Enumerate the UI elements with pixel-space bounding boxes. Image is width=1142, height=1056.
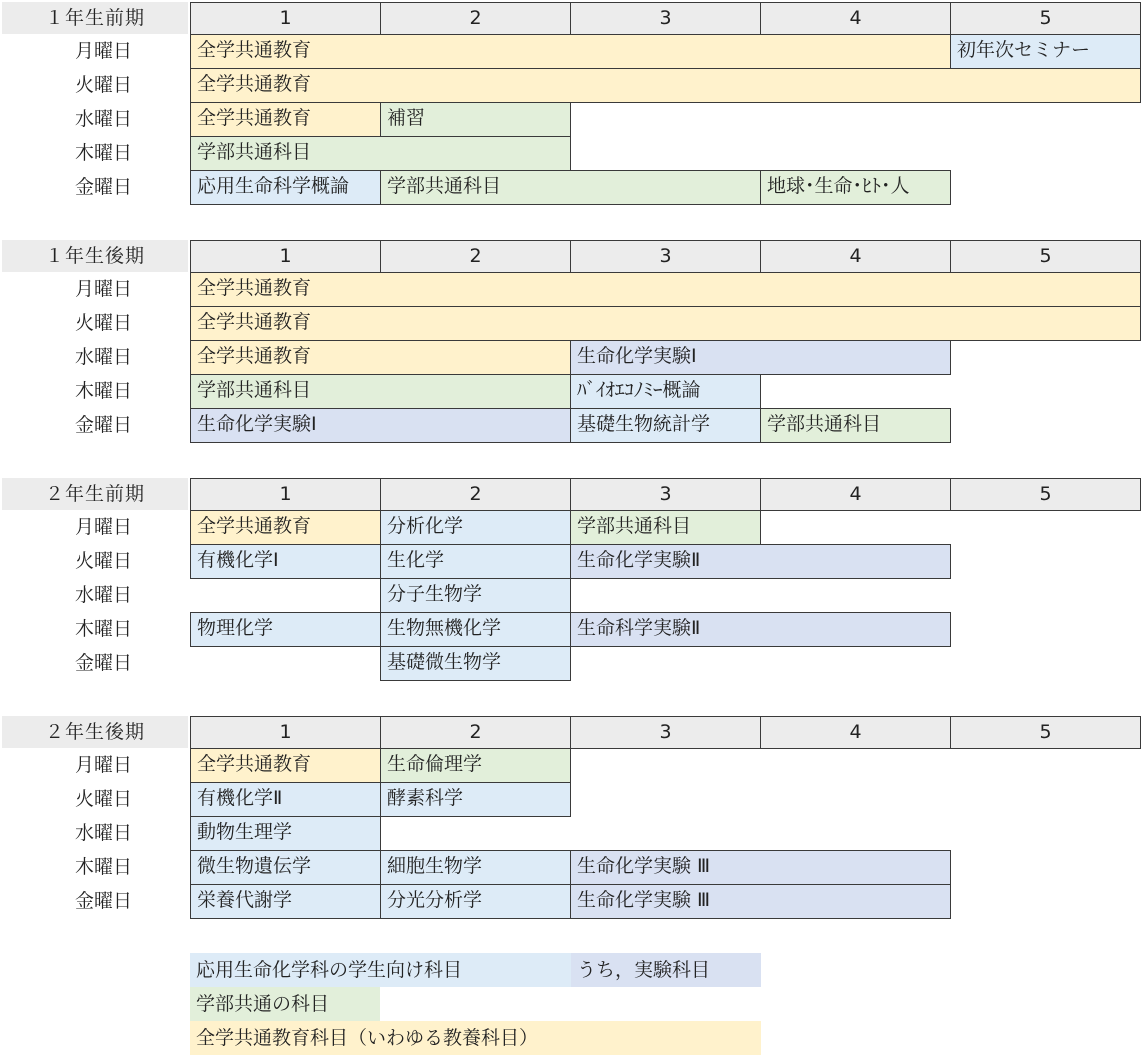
course-cell: 酵素科学: [380, 782, 571, 817]
period-header-cell: 4: [760, 2, 951, 35]
weekday-label: 水曜日: [74, 584, 132, 606]
course-cell: 全学共通教育: [190, 272, 1141, 307]
weekday-label: 水曜日: [74, 346, 132, 368]
weekday-label: 金曜日: [74, 652, 132, 674]
weekday-label: 金曜日: [74, 414, 132, 436]
term-label: ２年生前期: [2, 478, 188, 510]
course-cell: 全学共通教育: [190, 340, 571, 375]
period-header-cell: 5: [950, 2, 1141, 35]
course-cell: 分析化学: [380, 510, 571, 545]
course-cell: 生物無機化学: [380, 612, 571, 647]
course-cell: 学部共通科目: [190, 136, 571, 171]
weekday-label: 金曜日: [74, 176, 132, 198]
course-cell: 全学共通教育: [190, 34, 951, 69]
course-cell: 補習: [380, 102, 571, 137]
period-header-cell: 5: [950, 716, 1141, 749]
period-header-cell: 5: [950, 240, 1141, 273]
course-cell: 全学共通教育: [190, 748, 381, 783]
weekday-label: 木曜日: [74, 618, 132, 640]
weekday-label: 月曜日: [74, 754, 132, 776]
course-cell: 栄養代謝学: [190, 884, 381, 919]
period-header-cell: 1: [190, 716, 381, 749]
legend-faculty-common-subjects: 学部共通の科目: [190, 987, 380, 1021]
course-cell: 基礎生物統計学: [570, 408, 761, 443]
course-cell: 全学共通教育: [190, 306, 1141, 341]
period-header-cell: 3: [570, 240, 761, 273]
term-label: １年生後期: [2, 240, 188, 272]
legend-department-subjects: 応用生命化学科の学生向け科目: [190, 953, 571, 987]
course-cell: 生命化学実験Ⅰ: [570, 340, 951, 375]
period-header-cell: 1: [190, 2, 381, 35]
course-cell: 学部共通科目: [760, 408, 951, 443]
course-cell: 生命化学実験 Ⅲ: [570, 850, 951, 885]
period-header-cell: 2: [380, 240, 571, 273]
course-cell: 有機化学Ⅱ: [190, 782, 381, 817]
course-cell: 有機化学Ⅰ: [190, 544, 381, 579]
course-cell: 学部共通科目: [190, 374, 571, 409]
legend-experiment-subjects: うち，実験科目: [571, 953, 761, 987]
period-header-cell: 3: [570, 478, 761, 511]
term-label: ２年生後期: [2, 716, 188, 748]
course-cell: 地球･生命･ﾋﾄ･人: [760, 170, 951, 205]
course-cell: 学部共通科目: [380, 170, 761, 205]
course-cell: 生命科学実験Ⅱ: [570, 612, 951, 647]
weekday-label: 金曜日: [74, 890, 132, 912]
period-header-cell: 1: [190, 240, 381, 273]
period-header-cell: 4: [760, 716, 951, 749]
course-cell: 生化学: [380, 544, 571, 579]
course-cell: 分子生物学: [380, 578, 571, 613]
course-cell: 生命化学実験Ⅰ: [190, 408, 571, 443]
course-cell: 全学共通教育: [190, 102, 381, 137]
course-cell: 細胞生物学: [380, 850, 571, 885]
weekday-label: 火曜日: [74, 550, 132, 572]
weekday-label: 木曜日: [74, 142, 132, 164]
weekday-label: 木曜日: [74, 380, 132, 402]
weekday-label: 火曜日: [74, 788, 132, 810]
course-cell: 基礎微生物学: [380, 646, 571, 681]
weekday-label: 月曜日: [74, 40, 132, 62]
course-cell: 生命化学実験Ⅱ: [570, 544, 951, 579]
legend-general-education-subjects: 全学共通教育科目（いわゆる教養科目）: [190, 1021, 761, 1055]
period-header-cell: 4: [760, 240, 951, 273]
period-header-cell: 5: [950, 478, 1141, 511]
weekday-label: 火曜日: [74, 312, 132, 334]
period-header-cell: 2: [380, 716, 571, 749]
course-cell: 全学共通教育: [190, 68, 1141, 103]
period-header-cell: 3: [570, 2, 761, 35]
course-cell: 動物生理学: [190, 816, 381, 851]
period-header-cell: 3: [570, 716, 761, 749]
period-header-cell: 4: [760, 478, 951, 511]
course-cell: 分光分析学: [380, 884, 571, 919]
course-cell: 生命倫理学: [380, 748, 571, 783]
course-cell: ﾊﾞｲｵｴｺﾉﾐｰ概論: [570, 374, 761, 409]
weekday-label: 月曜日: [74, 278, 132, 300]
weekday-label: 水曜日: [74, 108, 132, 130]
course-cell: 初年次セミナー: [950, 34, 1141, 69]
period-header-cell: 2: [380, 2, 571, 35]
course-cell: 全学共通教育: [190, 510, 381, 545]
weekday-label: 月曜日: [74, 516, 132, 538]
course-cell: 微生物遺伝学: [190, 850, 381, 885]
course-cell: 学部共通科目: [570, 510, 761, 545]
weekday-label: 水曜日: [74, 822, 132, 844]
weekday-label: 火曜日: [74, 74, 132, 96]
period-header-cell: 2: [380, 478, 571, 511]
weekday-label: 木曜日: [74, 856, 132, 878]
period-header-cell: 1: [190, 478, 381, 511]
course-cell: 物理化学: [190, 612, 381, 647]
term-label: １年生前期: [2, 2, 188, 34]
course-cell: 生命化学実験 Ⅲ: [570, 884, 951, 919]
course-cell: 応用生命科学概論: [190, 170, 381, 205]
